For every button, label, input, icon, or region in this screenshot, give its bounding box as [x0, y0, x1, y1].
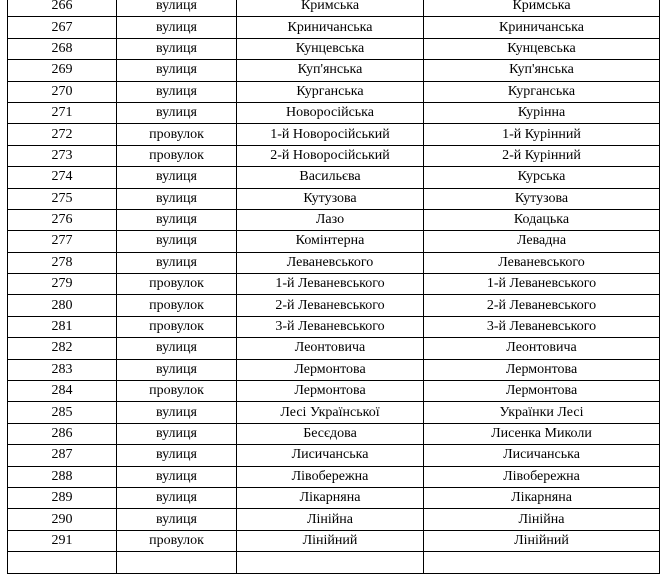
- new-name-cell: Лисичанська: [424, 445, 660, 466]
- table-row: [8, 487, 660, 508]
- new-name-cell: Куп'янська: [424, 60, 660, 81]
- street-type-cell: вулиця: [117, 60, 237, 81]
- street-type-cell: [117, 552, 237, 573]
- row-number-cell: 286: [8, 423, 117, 444]
- table-row: [8, 402, 660, 423]
- old-name-cell: Лисичанська: [237, 445, 424, 466]
- old-name-cell: Криничанська: [237, 17, 424, 38]
- street-type-cell: провулок: [117, 274, 237, 295]
- row-number-cell: 291: [8, 530, 117, 551]
- table-row: [8, 530, 660, 551]
- row-number-cell: 288: [8, 466, 117, 487]
- street-type-cell: провулок: [117, 145, 237, 166]
- new-name-cell: 1-й Леваневського: [424, 274, 660, 295]
- table-row: [8, 124, 660, 145]
- street-type-cell: вулиця: [117, 466, 237, 487]
- new-name-cell: Леонтовича: [424, 338, 660, 359]
- table-row: [8, 252, 660, 273]
- new-name-cell: Українки Лесі: [424, 402, 660, 423]
- new-name-cell: Курська: [424, 167, 660, 188]
- table-row: [8, 188, 660, 209]
- table-row: [8, 381, 660, 402]
- old-name-cell: Лазо: [237, 209, 424, 230]
- new-name-cell: Курганська: [424, 81, 660, 102]
- street-type-cell: вулиця: [117, 81, 237, 102]
- new-name-cell: Кутузова: [424, 188, 660, 209]
- new-name-cell: Кунцевська: [424, 38, 660, 59]
- new-name-cell: Лікарняна: [424, 487, 660, 508]
- row-number-cell: 274: [8, 167, 117, 188]
- row-number-cell: 268: [8, 38, 117, 59]
- street-type-cell: вулиця: [117, 252, 237, 273]
- old-name-cell: Васильєва: [237, 167, 424, 188]
- new-name-cell: Лермонтова: [424, 381, 660, 402]
- old-name-cell: Леваневського: [237, 252, 424, 273]
- old-name-cell: Лінійний: [237, 530, 424, 551]
- old-name-cell: Лівобережна: [237, 466, 424, 487]
- table-row: [8, 17, 660, 38]
- row-number-cell: 280: [8, 295, 117, 316]
- old-name-cell: Лінійна: [237, 509, 424, 530]
- table-row: [8, 338, 660, 359]
- table-row: [8, 145, 660, 166]
- old-name-cell: Кримська: [237, 0, 424, 17]
- table-row: [8, 295, 660, 316]
- old-name-cell: Куп'янська: [237, 60, 424, 81]
- row-number-cell: 266: [8, 0, 117, 17]
- row-number-cell: 278: [8, 252, 117, 273]
- row-number-cell: 271: [8, 102, 117, 123]
- new-name-cell: Лисенка Миколи: [424, 423, 660, 444]
- street-type-cell: вулиця: [117, 231, 237, 252]
- old-name-cell: Лікарняна: [237, 487, 424, 508]
- street-type-cell: вулиця: [117, 209, 237, 230]
- street-type-cell: провулок: [117, 316, 237, 337]
- table-row: [8, 81, 660, 102]
- table-row: [8, 209, 660, 230]
- table-row: [8, 445, 660, 466]
- table-row: [8, 359, 660, 380]
- new-name-cell: 2-й Курінний: [424, 145, 660, 166]
- old-name-cell: Кутузова: [237, 188, 424, 209]
- row-number-cell: 290: [8, 509, 117, 530]
- row-number-cell: 289: [8, 487, 117, 508]
- row-number-cell: 273: [8, 145, 117, 166]
- old-name-cell: Леонтовича: [237, 338, 424, 359]
- street-type-cell: вулиця: [117, 167, 237, 188]
- old-name-cell: Лесі Української: [237, 402, 424, 423]
- table-row: [8, 274, 660, 295]
- street-type-cell: вулиця: [117, 102, 237, 123]
- new-name-cell: Левадна: [424, 231, 660, 252]
- street-type-cell: провулок: [117, 530, 237, 551]
- table-row: [8, 0, 660, 17]
- street-type-cell: провулок: [117, 295, 237, 316]
- new-name-cell: [424, 552, 660, 573]
- row-number-cell: 272: [8, 124, 117, 145]
- new-name-cell: 2-й Леваневського: [424, 295, 660, 316]
- street-type-cell: провулок: [117, 381, 237, 402]
- new-name-cell: Леваневського: [424, 252, 660, 273]
- row-number-cell: 269: [8, 60, 117, 81]
- old-name-cell: Новоросійська: [237, 102, 424, 123]
- new-name-cell: Лінійна: [424, 509, 660, 530]
- old-name-cell: 3-й Леваневського: [237, 316, 424, 337]
- new-name-cell: Криничанська: [424, 17, 660, 38]
- row-number-cell: 284: [8, 381, 117, 402]
- street-type-cell: вулиця: [117, 402, 237, 423]
- table-row: [8, 423, 660, 444]
- new-name-cell: Курінна: [424, 102, 660, 123]
- table-row: [8, 316, 660, 337]
- table-body: [8, 0, 660, 573]
- old-name-cell: Курганська: [237, 81, 424, 102]
- street-type-cell: вулиця: [117, 423, 237, 444]
- old-name-cell: 2-й Леваневського: [237, 295, 424, 316]
- table-row: [8, 509, 660, 530]
- new-name-cell: Лінійний: [424, 530, 660, 551]
- new-name-cell: 1-й Курінний: [424, 124, 660, 145]
- old-name-cell: Кунцевська: [237, 38, 424, 59]
- table-row: [8, 38, 660, 59]
- old-name-cell: Лермонтова: [237, 381, 424, 402]
- street-type-cell: вулиця: [117, 509, 237, 530]
- new-name-cell: Лермонтова: [424, 359, 660, 380]
- row-number-cell: 285: [8, 402, 117, 423]
- old-name-cell: 2-й Новоросійський: [237, 145, 424, 166]
- street-type-cell: вулиця: [117, 38, 237, 59]
- row-number-cell: 270: [8, 81, 117, 102]
- new-name-cell: 3-й Леваневського: [424, 316, 660, 337]
- old-name-cell: 1-й Леваневського: [237, 274, 424, 295]
- row-number-cell: 276: [8, 209, 117, 230]
- new-name-cell: Кодацька: [424, 209, 660, 230]
- street-type-cell: провулок: [117, 124, 237, 145]
- street-type-cell: вулиця: [117, 487, 237, 508]
- table-row: [8, 60, 660, 81]
- old-name-cell: [237, 552, 424, 573]
- table-row: [8, 231, 660, 252]
- row-number-cell: 282: [8, 338, 117, 359]
- row-number-cell: 287: [8, 445, 117, 466]
- old-name-cell: 1-й Новоросійський: [237, 124, 424, 145]
- old-name-cell: Лермонтова: [237, 359, 424, 380]
- street-type-cell: вулиця: [117, 338, 237, 359]
- street-type-cell: вулиця: [117, 445, 237, 466]
- street-type-cell: вулиця: [117, 17, 237, 38]
- row-number-cell: 267: [8, 17, 117, 38]
- row-number-cell: 283: [8, 359, 117, 380]
- old-name-cell: Комінтерна: [237, 231, 424, 252]
- street-rename-table: [7, 0, 660, 574]
- table-row: [8, 167, 660, 188]
- street-type-cell: вулиця: [117, 188, 237, 209]
- table-row: [8, 552, 660, 573]
- new-name-cell: Кримська: [424, 0, 660, 17]
- table-row: [8, 466, 660, 487]
- street-type-cell: вулиця: [117, 0, 237, 17]
- row-number-cell: 279: [8, 274, 117, 295]
- row-number-cell: 277: [8, 231, 117, 252]
- row-number-cell: [8, 552, 117, 573]
- row-number-cell: 275: [8, 188, 117, 209]
- row-number-cell: 281: [8, 316, 117, 337]
- new-name-cell: Лівобережна: [424, 466, 660, 487]
- street-type-cell: вулиця: [117, 359, 237, 380]
- old-name-cell: Бесєдова: [237, 423, 424, 444]
- table-row: [8, 102, 660, 123]
